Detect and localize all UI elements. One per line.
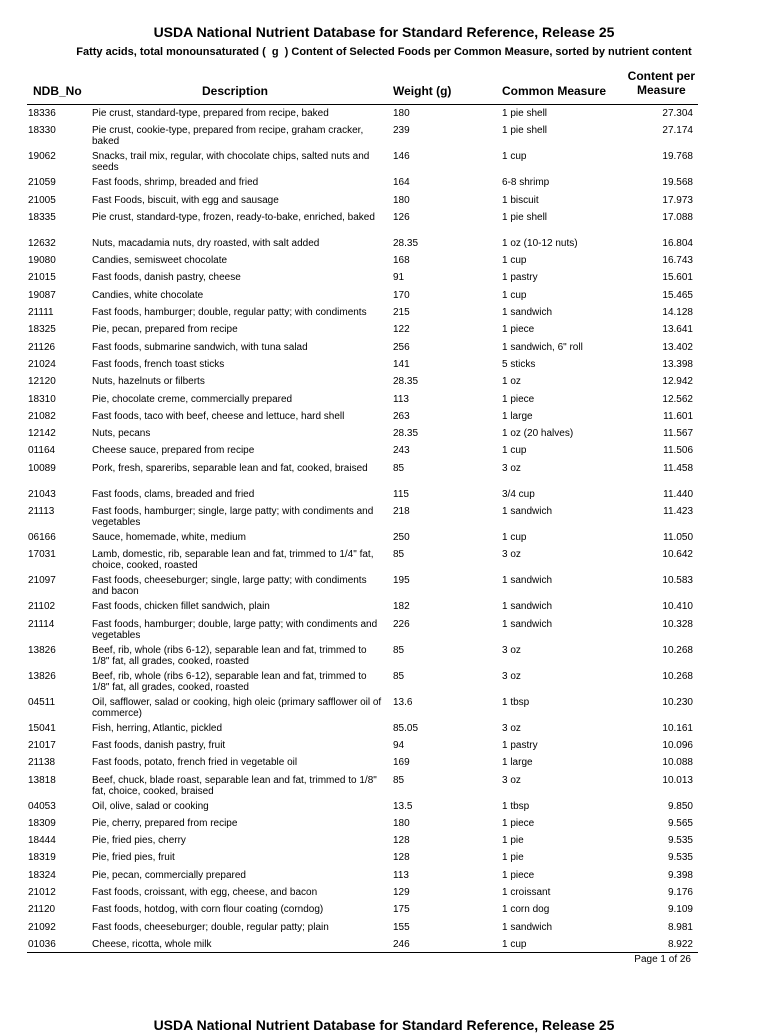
ndb-cell: 19062 xyxy=(28,151,56,163)
measure-cell: 1 cup xyxy=(502,289,527,301)
table-row xyxy=(0,901,768,918)
weight-cell: 243 xyxy=(393,445,410,457)
ndb-cell: 21126 xyxy=(28,341,56,353)
measure-cell: 6-8 shrimp xyxy=(502,177,550,189)
measure-cell: 3 oz xyxy=(502,670,521,682)
column-header-description: Description xyxy=(201,84,268,98)
ndb-cell: 13818 xyxy=(28,774,56,786)
ndb-cell: 13826 xyxy=(28,644,56,656)
measure-cell: 1 pastry xyxy=(502,739,538,751)
content-cell: 9.535 xyxy=(667,852,693,864)
content-cell: 9.398 xyxy=(667,869,693,881)
weight-cell: 85 xyxy=(393,670,405,682)
table-row xyxy=(0,754,768,771)
table-row xyxy=(0,460,768,486)
measure-cell: 1 croissant xyxy=(502,887,551,899)
ndb-cell: 21111 xyxy=(28,307,54,319)
content-cell: 17.973 xyxy=(662,194,693,206)
measure-cell: 1 corn dog xyxy=(502,904,550,916)
table-row xyxy=(0,815,768,832)
description-cell: Pie crust, cookie-type, prepared from recipe, graham cracker, baked xyxy=(92,125,364,148)
description-cell: Fast foods, hotdog, with corn flour coating (corndog) xyxy=(92,904,324,916)
ndb-cell: 21043 xyxy=(28,488,56,500)
weight-cell: 13.5 xyxy=(393,800,413,812)
weight-cell: 180 xyxy=(393,817,410,829)
page-number: Page 1 of 26 xyxy=(634,954,691,965)
table-row xyxy=(0,849,768,866)
weight-cell: 146 xyxy=(393,151,410,163)
description-cell: Nuts, hazelnuts or filberts xyxy=(92,376,205,388)
content-cell: 11.601 xyxy=(663,410,693,422)
content-cell: 12.562 xyxy=(662,393,693,405)
measure-cell: 1 pie xyxy=(502,852,524,864)
content-cell: 10.088 xyxy=(662,757,693,769)
content-cell: 13.641 xyxy=(662,324,693,336)
weight-cell: 226 xyxy=(393,618,410,630)
description-cell: Sauce, homemade, white, medium xyxy=(92,532,246,544)
table-row xyxy=(0,174,768,191)
content-cell: 15.601 xyxy=(662,272,693,284)
weight-cell: 195 xyxy=(393,575,410,587)
description-cell: Candies, semisweet chocolate xyxy=(92,255,228,267)
description-cell: Fast Foods, biscuit, with egg and sausage xyxy=(92,194,279,206)
measure-cell: 1 piece xyxy=(502,869,535,881)
ndb-cell: 18335 xyxy=(28,211,56,223)
content-cell: 14.128 xyxy=(662,307,693,319)
content-cell: 13.402 xyxy=(662,341,693,353)
ndb-cell: 21120 xyxy=(28,904,56,916)
weight-cell: 113 xyxy=(393,393,409,405)
ndb-cell: 21015 xyxy=(28,272,56,284)
ndb-cell: 21102 xyxy=(28,601,56,613)
description-cell: Pork, fresh, spareribs, separable lean and fat, cooked, braised xyxy=(92,462,368,474)
measure-cell: 1 pie xyxy=(502,835,524,847)
content-cell: 16.804 xyxy=(662,237,693,249)
column-header-content xyxy=(628,69,695,97)
content-cell: 13.398 xyxy=(662,358,693,370)
ndb-cell: 21012 xyxy=(28,887,56,899)
table-row xyxy=(0,529,768,546)
content-cell: 27.304 xyxy=(662,108,693,119)
content-cell: 10.096 xyxy=(662,739,693,751)
description-cell: Pie, pecan, commercially prepared xyxy=(92,869,246,881)
nutrient-table xyxy=(0,105,768,953)
table-row xyxy=(0,867,768,884)
weight-cell: 182 xyxy=(393,601,410,613)
content-cell: 16.743 xyxy=(662,255,693,267)
table-row xyxy=(0,192,768,209)
content-cell: 9.850 xyxy=(667,800,693,812)
content-cell: 27.174 xyxy=(662,125,693,137)
measure-cell: 3 oz xyxy=(502,549,521,561)
weight-cell: 13.6 xyxy=(393,696,413,708)
weight-cell: 126 xyxy=(393,211,410,223)
measure-cell: 3 oz xyxy=(502,462,521,474)
content-cell: 10.328 xyxy=(662,618,693,630)
weight-cell: 85 xyxy=(393,462,405,474)
content-cell: 8.981 xyxy=(667,921,693,933)
table-row xyxy=(0,832,768,849)
measure-cell: 1 sandwich xyxy=(502,307,553,319)
description-cell: Pie, fried pies, fruit xyxy=(92,852,175,864)
content-cell: 12.942 xyxy=(662,376,693,388)
description-cell: Cheese, ricotta, whole milk xyxy=(92,938,212,950)
table-row xyxy=(0,642,768,668)
description-cell: Pie, cherry, prepared from recipe xyxy=(92,817,238,829)
weight-cell: 168 xyxy=(393,255,410,267)
content-cell: 10.230 xyxy=(662,696,693,708)
table-row xyxy=(0,486,768,503)
table-row xyxy=(0,616,768,642)
weight-cell: 263 xyxy=(393,410,410,422)
weight-cell: 128 xyxy=(393,852,410,864)
description-cell: Fish, herring, Atlantic, pickled xyxy=(92,722,223,734)
weight-cell: 91 xyxy=(393,272,405,284)
measure-cell: 1 oz (10-12 nuts) xyxy=(502,237,578,249)
table-row xyxy=(0,772,768,798)
content-cell: 11.458 xyxy=(663,462,693,474)
description-cell: Snacks, trail mix, regular, with chocolate chips, salted nuts and seeds xyxy=(92,151,370,174)
table-row xyxy=(0,668,768,694)
table-row xyxy=(0,572,768,598)
measure-cell: 1 cup xyxy=(502,151,527,163)
footer-rule xyxy=(27,952,698,953)
measure-cell: 1 biscuit xyxy=(502,194,539,206)
weight-cell: 113 xyxy=(393,869,409,881)
measure-cell: 1 sandwich xyxy=(502,921,553,933)
ndb-cell: 12142 xyxy=(28,428,56,440)
weight-cell: 141 xyxy=(393,358,410,370)
description-cell: Fast foods, croissant, with egg, cheese, and bacon xyxy=(92,887,318,899)
measure-cell: 1 sandwich xyxy=(502,575,553,587)
content-cell: 10.642 xyxy=(662,549,693,561)
ndb-cell: 21005 xyxy=(28,194,56,206)
weight-cell: 28.35 xyxy=(393,376,419,388)
measure-cell: 3 oz xyxy=(502,644,521,656)
weight-cell: 170 xyxy=(393,289,410,301)
description-cell: Pie, pecan, prepared from recipe xyxy=(92,324,238,336)
ndb-cell: 01036 xyxy=(28,938,56,950)
weight-cell: 155 xyxy=(393,921,410,933)
table-row xyxy=(0,235,768,252)
weight-cell: 122 xyxy=(393,324,410,336)
ndb-cell: 18324 xyxy=(28,869,56,881)
measure-cell: 1 sandwich xyxy=(502,618,553,630)
measure-cell: 1 large xyxy=(502,410,533,422)
ndb-cell: 18310 xyxy=(28,393,56,405)
ndb-cell: 12120 xyxy=(28,376,56,388)
weight-cell: 28.35 xyxy=(393,237,419,249)
description-cell: Fast foods, danish pastry, fruit xyxy=(92,739,226,751)
ndb-cell: 18309 xyxy=(28,817,56,829)
table-row xyxy=(0,503,768,529)
description-cell: Pie, fried pies, cherry xyxy=(92,835,186,847)
ndb-cell: 18444 xyxy=(28,835,56,847)
ndb-cell: 04053 xyxy=(28,800,56,812)
weight-cell: 250 xyxy=(393,532,410,544)
report-subtitle: Fatty acids, total monounsaturated ( g ) Content of Selected Foods per Common Measure, sorted by nutrient content xyxy=(76,46,692,58)
content-cell: 10.268 xyxy=(662,644,693,656)
weight-cell: 180 xyxy=(393,108,410,119)
column-header-common-measure: Common Measure xyxy=(502,84,607,98)
ndb-cell: 18336 xyxy=(28,108,56,119)
table-row xyxy=(0,737,768,754)
ndb-cell: 13826 xyxy=(28,670,56,682)
ndb-cell: 21097 xyxy=(28,575,56,587)
description-cell: Beef, rib, whole (ribs 6-12), separable lean and fat, trimmed to 1/8" fat, all grades, cooked, roasted xyxy=(92,670,367,693)
ndb-cell: 21017 xyxy=(28,739,56,751)
weight-cell: 169 xyxy=(393,757,410,769)
column-header-content-line2: Measure xyxy=(636,83,686,97)
content-cell: 9.535 xyxy=(667,835,693,847)
ndb-cell: 21082 xyxy=(28,410,56,422)
content-cell: 11.423 xyxy=(663,506,693,518)
measure-cell: 1 piece xyxy=(502,324,535,336)
weight-cell: 246 xyxy=(393,938,410,950)
description-cell: Beef, rib, whole (ribs 6-12), separable lean and fat, trimmed to 1/8" fat, all grades, cooked, roasted xyxy=(92,644,367,667)
content-cell: 11.506 xyxy=(663,445,693,457)
measure-cell: 1 cup xyxy=(502,532,527,544)
ndb-cell: 21113 xyxy=(28,506,55,518)
description-cell: Fast foods, submarine sandwich, with tuna salad xyxy=(92,341,308,353)
weight-cell: 129 xyxy=(393,887,410,899)
measure-cell: 1 oz (20 halves) xyxy=(502,428,574,440)
description-cell: Fast foods, shrimp, breaded and fried xyxy=(92,177,259,189)
description-cell: Nuts, macadamia nuts, dry roasted, with salt added xyxy=(92,237,320,249)
table-row xyxy=(0,694,768,720)
weight-cell: 128 xyxy=(393,835,410,847)
description-cell: Fast foods, taco with beef, cheese and lettuce, hard shell xyxy=(92,410,345,422)
ndb-cell: 19087 xyxy=(28,289,56,301)
column-header-weight: Weight (g) xyxy=(393,84,452,98)
content-cell: 10.013 xyxy=(662,774,693,786)
ndb-cell: 18319 xyxy=(28,852,56,864)
description-cell: Nuts, pecans xyxy=(92,428,151,440)
table-row xyxy=(0,442,768,459)
content-cell: 9.109 xyxy=(667,904,693,916)
table-row xyxy=(0,408,768,425)
measure-cell: 5 sticks xyxy=(502,358,536,370)
content-cell: 17.088 xyxy=(662,211,693,223)
weight-cell: 164 xyxy=(393,177,410,189)
weight-cell: 256 xyxy=(393,341,410,353)
table-row xyxy=(0,122,768,148)
ndb-cell: 19080 xyxy=(28,255,56,267)
description-cell: Oil, olive, salad or cooking xyxy=(92,800,209,812)
measure-cell: 3/4 cup xyxy=(502,488,535,500)
weight-cell: 94 xyxy=(393,739,405,751)
description-cell: Candies, white chocolate xyxy=(92,289,204,301)
weight-cell: 85 xyxy=(393,644,405,656)
weight-cell: 180 xyxy=(393,194,410,206)
description-cell: Fast foods, hamburger; single, large patty; with condiments and vegetables xyxy=(92,506,374,529)
weight-cell: 85 xyxy=(393,549,405,561)
description-cell: Fast foods, danish pastry, cheese xyxy=(92,272,241,284)
content-cell: 19.768 xyxy=(662,151,693,163)
content-cell: 10.410 xyxy=(662,601,693,613)
weight-cell: 115 xyxy=(393,488,409,500)
weight-cell: 175 xyxy=(393,904,410,916)
content-cell: 10.161 xyxy=(662,722,693,734)
measure-cell: 3 oz xyxy=(502,774,521,786)
table-row xyxy=(0,798,768,815)
measure-cell: 1 sandwich xyxy=(502,601,553,613)
content-cell: 11.567 xyxy=(663,428,693,440)
ndb-cell: 10089 xyxy=(28,462,56,474)
content-cell: 11.440 xyxy=(663,488,693,500)
content-cell: 8.922 xyxy=(667,938,693,950)
report-title: USDA National Nutrient Database for Standard Reference, Release 25 xyxy=(153,24,615,40)
weight-cell: 85.05 xyxy=(393,722,419,734)
table-row xyxy=(0,269,768,286)
ndb-cell: 21059 xyxy=(28,177,56,189)
content-cell: 19.568 xyxy=(662,177,693,189)
table-row xyxy=(0,252,768,269)
measure-cell: 1 cup xyxy=(502,445,527,457)
table-row xyxy=(0,373,768,390)
measure-cell: 1 piece xyxy=(502,817,535,829)
description-cell: Fast foods, clams, breaded and fried xyxy=(92,488,255,500)
ndb-cell: 17031 xyxy=(28,549,56,561)
weight-cell: 215 xyxy=(393,307,410,319)
table-row xyxy=(0,936,768,953)
weight-cell: 85 xyxy=(393,774,405,786)
table-row xyxy=(0,598,768,615)
measure-cell: 1 cup xyxy=(502,938,527,950)
weight-cell: 28.35 xyxy=(393,428,419,440)
measure-cell: 1 pie shell xyxy=(502,125,548,137)
ndb-cell: 21114 xyxy=(28,618,55,630)
table-row xyxy=(0,919,768,936)
content-cell: 9.176 xyxy=(667,887,693,899)
measure-cell: 1 sandwich xyxy=(502,506,553,518)
description-cell: Pie crust, standard-type, frozen, ready-to-bake, enriched, baked xyxy=(92,211,375,223)
content-cell: 10.268 xyxy=(662,670,693,682)
description-cell: Fast foods, hamburger; double, large patty; with condiments and vegetables xyxy=(92,618,378,641)
ndb-cell: 01164 xyxy=(28,445,56,457)
measure-cell: 1 tbsp xyxy=(502,800,530,812)
ndb-cell: 21024 xyxy=(28,358,56,370)
table-row xyxy=(0,720,768,737)
ndb-cell: 21138 xyxy=(28,757,56,769)
next-page-title: USDA National Nutrient Database for Standard Reference, Release 25 xyxy=(153,1017,615,1033)
table-row xyxy=(0,425,768,442)
description-cell: Pie crust, standard-type, prepared from recipe, baked xyxy=(92,108,329,119)
measure-cell: 1 oz xyxy=(502,376,521,388)
ndb-cell: 18330 xyxy=(28,125,56,137)
table-row xyxy=(0,356,768,373)
ndb-cell: 04511 xyxy=(28,696,56,708)
table-row xyxy=(0,287,768,304)
description-cell: Beef, chuck, blade roast, separable lean and fat, trimmed to 1/8" fat, choice, cooked, braised xyxy=(92,774,377,797)
table-row xyxy=(0,105,768,122)
table-row xyxy=(0,209,768,235)
description-cell: Cheese sauce, prepared from recipe xyxy=(92,445,255,457)
table-row xyxy=(0,884,768,901)
ndb-cell: 12632 xyxy=(28,237,56,249)
table-row xyxy=(0,546,768,572)
description-cell: Pie, chocolate creme, commercially prepared xyxy=(92,393,293,405)
measure-cell: 1 pastry xyxy=(502,272,538,284)
content-cell: 9.565 xyxy=(667,817,693,829)
measure-cell: 3 oz xyxy=(502,722,521,734)
measure-cell: 1 large xyxy=(502,757,533,769)
measure-cell: 1 cup xyxy=(502,255,527,267)
description-cell: Fast foods, cheeseburger; single, large patty; with condiments and bacon xyxy=(92,575,367,598)
table-row xyxy=(0,304,768,321)
measure-cell: 1 piece xyxy=(502,393,535,405)
description-cell: Fast foods, chicken fillet sandwich, plain xyxy=(92,601,270,613)
content-cell: 15.465 xyxy=(662,289,693,301)
table-row xyxy=(0,339,768,356)
description-cell: Oil, safflower, salad or cooking, high oleic (primary safflower oil of commerce) xyxy=(92,696,382,719)
description-cell: Fast foods, potato, french fried in vegetable oil xyxy=(92,757,298,769)
measure-cell: 1 tbsp xyxy=(502,696,530,708)
description-cell: Lamb, domestic, rib, separable lean and fat, trimmed to 1/4" fat, choice, cooked, roasted xyxy=(92,549,374,572)
description-cell: Fast foods, hamburger; double, regular patty; with condiments xyxy=(92,307,367,319)
weight-cell: 218 xyxy=(393,506,410,518)
measure-cell: 1 sandwich, 6" roll xyxy=(502,341,583,353)
ndb-cell: 21092 xyxy=(28,921,56,933)
measure-cell: 1 pie shell xyxy=(502,108,548,119)
weight-cell: 239 xyxy=(393,125,410,137)
content-cell: 11.050 xyxy=(663,532,693,544)
measure-cell: 1 pie shell xyxy=(502,211,548,223)
table-row xyxy=(0,148,768,174)
ndb-cell: 06166 xyxy=(28,532,56,544)
ndb-cell: 18325 xyxy=(28,324,56,336)
column-header-ndb: NDB_No xyxy=(33,84,82,98)
description-cell: Fast foods, cheeseburger; double, regular patty; plain xyxy=(92,921,329,933)
table-row xyxy=(0,391,768,408)
ndb-cell: 15041 xyxy=(28,722,56,734)
description-cell: Fast foods, french toast sticks xyxy=(92,358,225,370)
content-cell: 10.583 xyxy=(662,575,693,587)
table-row xyxy=(0,321,768,338)
column-header-content-line1: Content per xyxy=(627,69,695,83)
